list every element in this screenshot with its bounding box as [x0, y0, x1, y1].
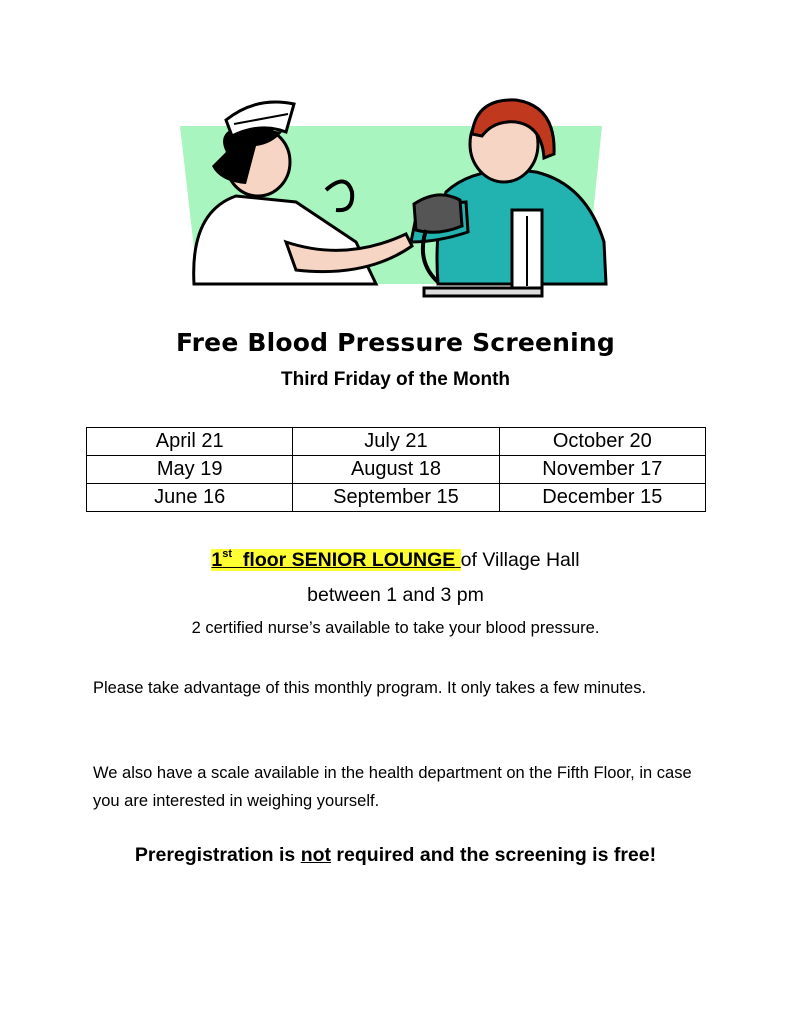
page-title: Free Blood Pressure Screening [175, 328, 616, 357]
date-cell: June 16 [87, 484, 293, 512]
date-cell: October 20 [499, 428, 705, 456]
schedule-table [86, 427, 706, 512]
table-row [87, 484, 706, 512]
scale-paragraph: We also have a scale available in the health department on the Fifth Floor, in case you are interested in weighing yourself. [93, 764, 692, 810]
table-row [87, 428, 706, 456]
location-place: floor SENIOR LOUNGE [242, 549, 456, 571]
location-building: of Village Hall [460, 549, 580, 571]
location-highlight [211, 549, 460, 571]
bp-cuff-icon [414, 195, 462, 232]
closing-emphasis: not [300, 844, 332, 866]
blood-pressure-illustration [176, 92, 616, 306]
closing-after: required and the screening is free! [331, 844, 657, 866]
date-cell: April 21 [87, 428, 293, 456]
date-cell: December 15 [499, 484, 705, 512]
date-cell: May 19 [87, 456, 293, 484]
time-line: between 1 and 3 pm [307, 584, 484, 606]
closing-before: Preregistration is [134, 844, 301, 866]
floor-number: 1 [211, 549, 223, 571]
table-row [87, 456, 706, 484]
date-cell: July 21 [293, 428, 499, 456]
floor-suffix: st [222, 548, 233, 560]
date-cell: August 18 [293, 456, 499, 484]
nurses-line: 2 certified nurse’s available to take your blood pressure. [191, 619, 600, 637]
program-paragraph: Please take advantage of this monthly program. It only takes a few minutes. [93, 679, 647, 697]
location-line [0, 549, 791, 572]
page-subtitle: Third Friday of the Month [280, 369, 511, 390]
date-cell: September 15 [293, 484, 499, 512]
date-cell: November 17 [499, 456, 705, 484]
closing-line [0, 844, 791, 867]
